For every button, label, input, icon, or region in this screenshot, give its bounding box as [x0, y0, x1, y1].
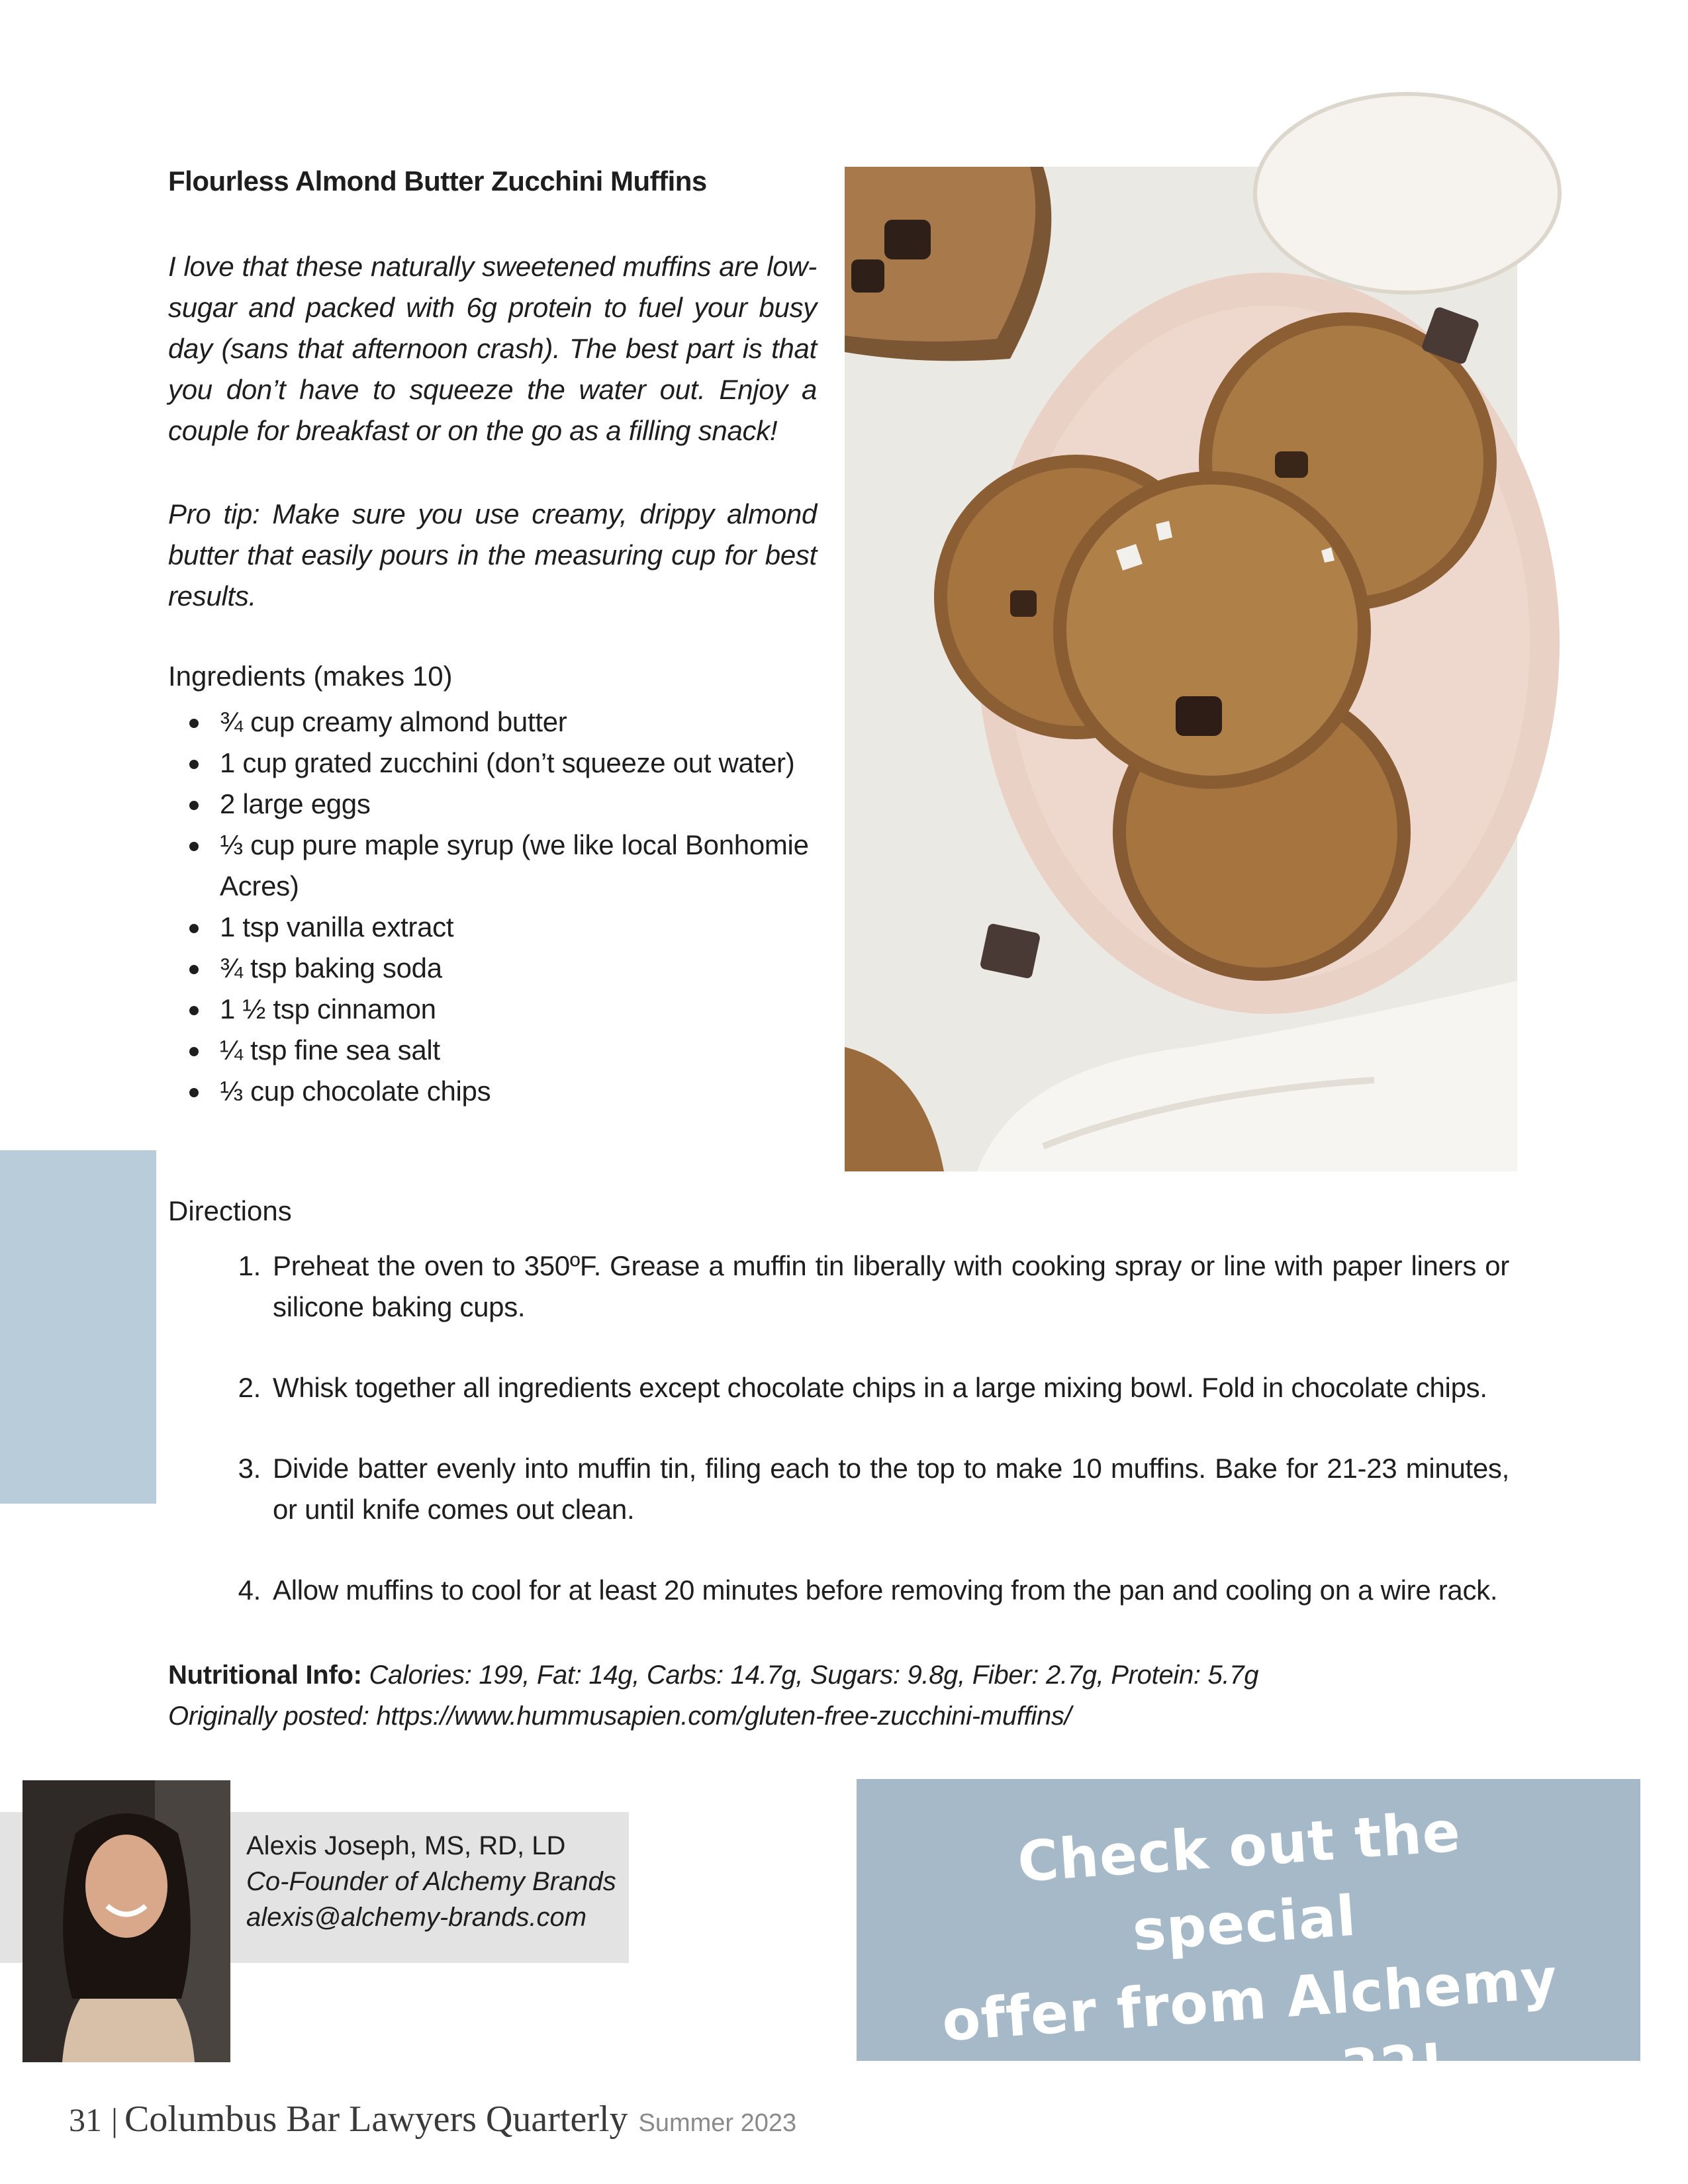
ingredient-item: ⅓ cup chocolate chips	[220, 1071, 868, 1112]
recipe-intro: I love that these naturally sweetened muffins are low-sugar and packed with 6g protein to fuel your busy day (sans that afternoon crash). The best part is that you don’t have to squeeze the water out. Enjoy a couple for breakfast or on the go as a filling snack!	[168, 251, 817, 446]
nutrition-info	[168, 1655, 1258, 1696]
promo-line: Check out the special	[1015, 1799, 1463, 1964]
ingredient-item: ¾ cup creamy almond butter	[220, 702, 868, 743]
directions-heading: Directions	[168, 1195, 292, 1226]
step-text: Divide batter evenly into muffin tin, filing each to the top to make 10 muffins. Bake for 21-23 minutes, or until knife comes out clean.	[273, 1453, 1509, 1525]
author-info	[246, 1828, 616, 1935]
step-number: 3.	[238, 1453, 261, 1484]
step-number: 1.	[238, 1250, 261, 1281]
ingredient-item: 1 cup grated zucchini (don’t squeeze out water)	[220, 743, 868, 784]
ingredient-item: 1 tsp vanilla extract	[220, 907, 868, 948]
decorative-side-block	[0, 1150, 156, 1504]
direction-step	[168, 1448, 1509, 1530]
recipe-title: Flourless Almond Butter Zucchini Muffins	[168, 165, 707, 197]
ingredient-item: 2 large eggs	[220, 784, 868, 825]
ingredient-item: 1 ½ tsp cinnamon	[220, 989, 868, 1030]
ingredients-list	[168, 702, 868, 1112]
author-email: alexis@alchemy-brands.com	[246, 1903, 587, 1932]
promo-line: offer from Alchemy	[939, 1946, 1560, 2054]
pro-tip: Pro tip: Make sure you use creamy, drippy almond butter that easily pours in the measuring cup for best results.	[168, 498, 817, 612]
author-name: Alexis Joseph, MS, RD, LD	[246, 1831, 566, 1860]
promo-banner	[857, 1779, 1640, 2122]
page-footer	[69, 2098, 796, 2140]
publication-name: Columbus Bar Lawyers Quarterly	[124, 2099, 628, 2140]
step-number: 4.	[238, 1574, 261, 1606]
direction-step	[168, 1246, 1509, 1328]
direction-step	[168, 1570, 1509, 1611]
step-number: 2.	[238, 1372, 261, 1403]
directions-list	[168, 1246, 1509, 1651]
nutrition-value: Calories: 199, Fat: 14g, Carbs: 14.7g, Sugars: 9.8g, Fiber: 2.7g, Protein: 5.7g	[369, 1661, 1259, 1690]
ingredient-item: ¾ tsp baking soda	[220, 948, 868, 989]
direction-step	[168, 1367, 1509, 1408]
nutrition-label: Nutritional Info:	[168, 1661, 362, 1690]
step-text: Preheat the oven to 350ºF. Grease a muffin tin liberally with cooking spray or line with paper liners or silicone baking cups.	[273, 1250, 1509, 1322]
issue-season: Summer 2023	[638, 2109, 797, 2137]
ingredient-item: ¼ tsp fine sea salt	[220, 1030, 868, 1071]
promo-text	[906, 1786, 1588, 2138]
step-text: Allow muffins to cool for at least 20 minutes before removing from the pan and cooling on a wire rack.	[273, 1574, 1498, 1606]
author-photo	[23, 1780, 230, 2062]
muffins-photo	[845, 167, 1517, 1171]
ingredients-heading: Ingredients (makes 10)	[168, 660, 453, 692]
page-number: 31	[69, 2101, 102, 2138]
ingredient-item: ⅓ cup pure maple syrup (we like local Bonhomie Acres)	[220, 825, 868, 907]
originally-posted: Originally posted: https://www.hummusapien.com/gluten-free-zucchini-muffins/	[168, 1702, 1072, 1731]
promo-line: on page 32!	[1062, 2030, 1448, 2122]
step-text: Whisk together all ingredients except chocolate chips in a large mixing bowl. Fold in chocolate chips.	[273, 1372, 1487, 1403]
footer-separator: |	[111, 2101, 118, 2138]
author-role: Co-Founder of Alchemy Brands	[246, 1867, 616, 1896]
